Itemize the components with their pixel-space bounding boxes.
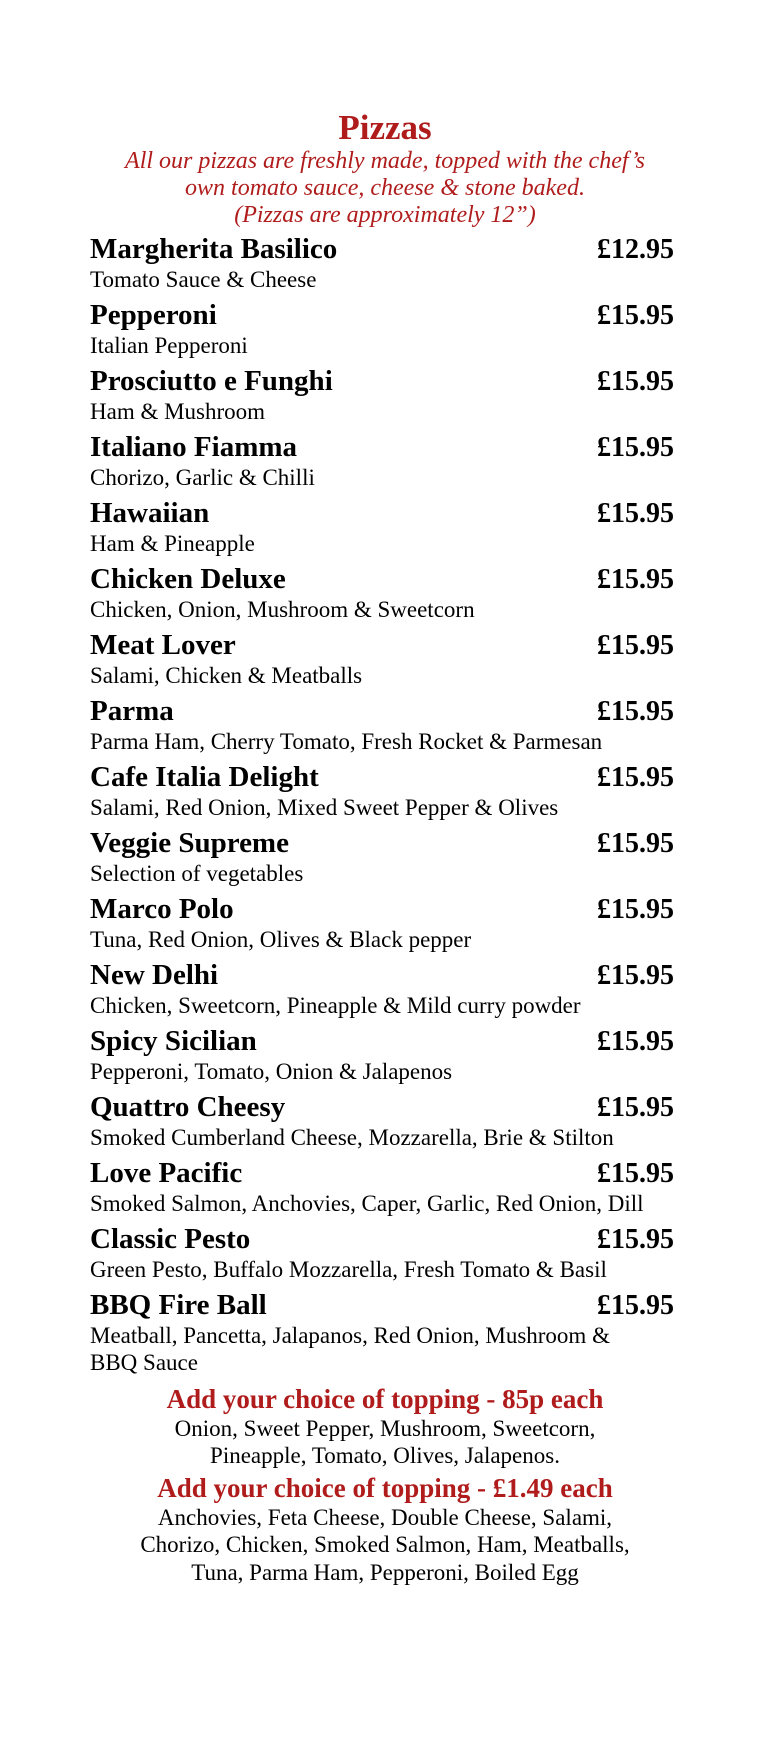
item-description: Ham & Mushroom xyxy=(90,399,266,424)
item-price: £15.95 xyxy=(597,696,674,727)
menu-item xyxy=(90,365,680,425)
topping-line: Tuna, Parma Ham, Pepperoni, Boiled Egg xyxy=(191,1560,579,1585)
menu-item xyxy=(90,629,680,689)
topping-group xyxy=(90,1473,680,1588)
item-description: Green Pesto, Buffalo Mozzarella, Fresh Tomato & Basil xyxy=(90,1257,607,1282)
menu-header xyxy=(90,108,680,229)
item-description: Smoked Salmon, Anchovies, Caper, Garlic, Red Onion, Dill xyxy=(90,1191,644,1216)
item-description: Pepperoni, Tomato, Onion & Jalapenos xyxy=(90,1059,453,1084)
item-price: £15.95 xyxy=(597,366,674,397)
item-name: Chicken Deluxe xyxy=(90,563,286,595)
size-note: (Pizzas are approximately 12”) xyxy=(234,202,536,228)
item-name: Pepperoni xyxy=(90,299,217,331)
topping-heading: Add your choice of topping - £1.49 each xyxy=(157,1473,613,1503)
menu-item xyxy=(90,1025,680,1085)
menu-item xyxy=(90,299,680,359)
item-name: Quattro Cheesy xyxy=(90,1091,286,1123)
item-description: Smoked Cumberland Cheese, Mozzarella, Brie & Stilton xyxy=(90,1125,614,1150)
item-name: Spicy Sicilian xyxy=(90,1025,257,1057)
item-name: New Delhi xyxy=(90,959,219,991)
item-price: £15.95 xyxy=(597,300,674,331)
item-description: Chicken, Onion, Mushroom & Sweetcorn xyxy=(90,597,475,622)
item-description: Tuna, Red Onion, Olives & Black pepper xyxy=(90,927,472,952)
item-price: £15.95 xyxy=(597,432,674,463)
item-description: Chicken, Sweetcorn, Pineapple & Mild curry powder xyxy=(90,993,581,1018)
item-name: BBQ Fire Ball xyxy=(90,1289,267,1321)
menu-item xyxy=(90,1289,680,1376)
menu-item xyxy=(90,1091,680,1151)
item-name: Meat Lover xyxy=(90,629,236,661)
topping-group xyxy=(90,1384,680,1469)
item-description: Selection of vegetables xyxy=(90,861,304,886)
item-price: £15.95 xyxy=(597,762,674,793)
intro-line: own tomato sauce, cheese & stone baked. xyxy=(185,175,585,201)
item-price: £15.95 xyxy=(597,1026,674,1057)
item-price: £12.95 xyxy=(597,234,674,265)
item-name: Cafe Italia Delight xyxy=(90,761,319,793)
item-name: Parma xyxy=(90,695,174,727)
menu-item xyxy=(90,233,680,293)
item-price: £15.95 xyxy=(597,894,674,925)
menu-item xyxy=(90,431,680,491)
page-title: Pizzas xyxy=(338,108,432,147)
topping-line: Pineapple, Tomato, Olives, Jalapenos. xyxy=(210,1443,560,1468)
item-name: Margherita Basilico xyxy=(90,233,338,265)
menu-item xyxy=(90,1223,680,1283)
item-name: Hawaiian xyxy=(90,497,210,529)
item-name: Marco Polo xyxy=(90,893,234,925)
item-description: Parma Ham, Cherry Tomato, Fresh Rocket & Parmesan xyxy=(90,729,603,754)
menu-section xyxy=(90,108,680,1588)
menu-item xyxy=(90,497,680,557)
item-description: Salami, Chicken & Meatballs xyxy=(90,663,363,688)
menu-item xyxy=(90,827,680,887)
item-description: Ham & Pineapple xyxy=(90,531,255,556)
item-name: Italiano Fiamma xyxy=(90,431,298,463)
menu-item xyxy=(90,695,680,755)
menu-item xyxy=(90,1157,680,1217)
pizza-list xyxy=(90,233,680,1376)
item-description: Salami, Red Onion, Mixed Sweet Pepper & Olives xyxy=(90,795,559,820)
item-name: Prosciutto e Funghi xyxy=(90,365,333,397)
item-description: Italian Pepperoni xyxy=(90,333,248,358)
toppings-section xyxy=(90,1384,680,1588)
menu-item xyxy=(90,563,680,623)
topping-line: Onion, Sweet Pepper, Mushroom, Sweetcorn, xyxy=(174,1416,596,1441)
item-price: £15.95 xyxy=(597,1158,674,1189)
item-price: £15.95 xyxy=(597,1224,674,1255)
item-price: £15.95 xyxy=(597,630,674,661)
item-price: £15.95 xyxy=(597,1290,674,1321)
topping-line: Chorizo, Chicken, Smoked Salmon, Ham, Meatballs, xyxy=(140,1532,630,1557)
topping-heading: Add your choice of topping - 85p each xyxy=(166,1384,604,1414)
item-price: £15.95 xyxy=(597,960,674,991)
item-price: £15.95 xyxy=(597,1092,674,1123)
item-price: £15.95 xyxy=(597,564,674,595)
menu-item xyxy=(90,959,680,1019)
item-description: Tomato Sauce & Cheese xyxy=(90,267,317,292)
item-description: Meatball, Pancetta, Jalapanos, Red Onion, Mushroom & BBQ Sauce xyxy=(90,1323,610,1375)
item-name: Love Pacific xyxy=(90,1157,243,1189)
topping-line: Anchovies, Feta Cheese, Double Cheese, Salami, xyxy=(157,1505,613,1530)
item-price: £15.95 xyxy=(597,498,674,529)
menu-item xyxy=(90,761,680,821)
item-name: Veggie Supreme xyxy=(90,827,289,859)
intro-line: All our pizzas are freshly made, topped with the chef’s xyxy=(125,148,645,174)
item-name: Classic Pesto xyxy=(90,1223,251,1255)
item-price: £15.95 xyxy=(597,828,674,859)
menu-item xyxy=(90,893,680,953)
item-description: Chorizo, Garlic & Chilli xyxy=(90,465,315,490)
